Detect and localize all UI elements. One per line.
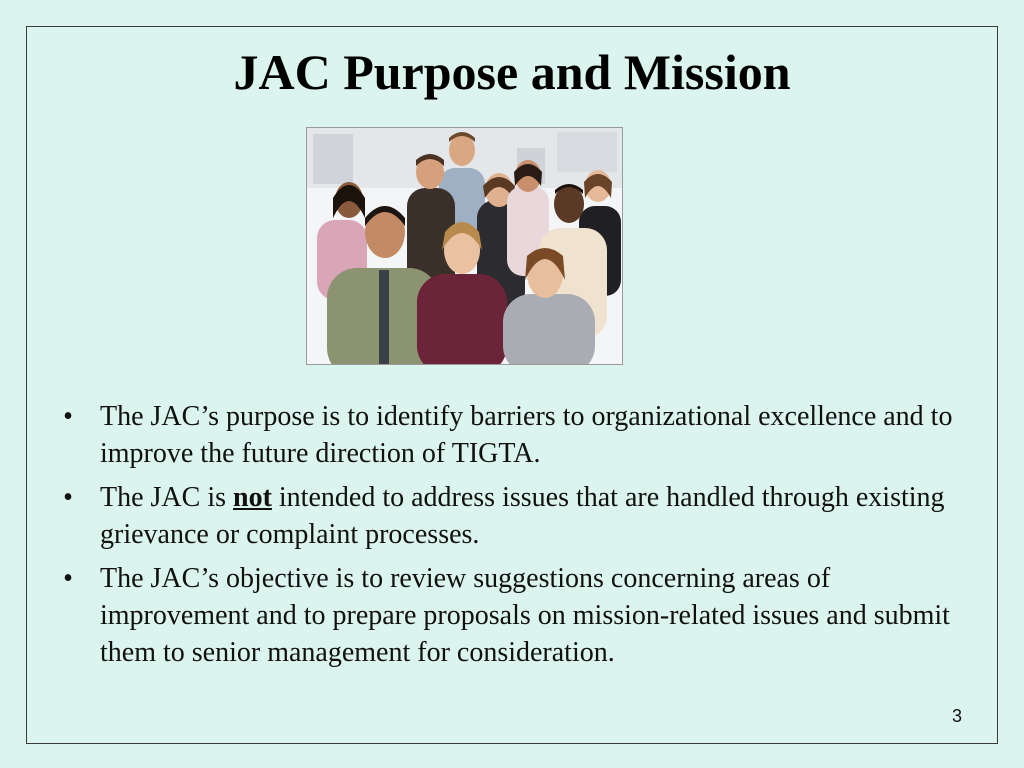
bullet-marker: • [63, 482, 73, 513]
page-number: 3 [951, 706, 962, 726]
slide-title: JAC Purpose and Mission [233, 44, 791, 100]
bullet-text: The JAC’s purpose is to identify barriers to organizational excellence and to improve the future direction of TIGTA. [100, 401, 953, 469]
bullet-text-prefix: The JAC is [100, 482, 233, 513]
bullet-item-objective [58, 560, 978, 671]
bullet-text: The JAC’s objective is to review suggestions concerning areas of improvement and to prepare proposals on mission-related issues and submit them to senior management for consideration. [100, 563, 950, 668]
bullet-text-suffix: intended to address issues that are handled through existing grievance or complaint processes. [100, 482, 945, 550]
bullet-marker: • [63, 401, 73, 432]
bullet-marker: • [63, 563, 73, 594]
group-of-people-photo-icon [307, 128, 623, 365]
group-photo [306, 127, 623, 365]
bullet-item-not-intended [58, 479, 978, 553]
bullet-emphasis-not: not [233, 482, 272, 513]
bullet-item-purpose [58, 398, 978, 472]
bullet-list [58, 398, 978, 678]
